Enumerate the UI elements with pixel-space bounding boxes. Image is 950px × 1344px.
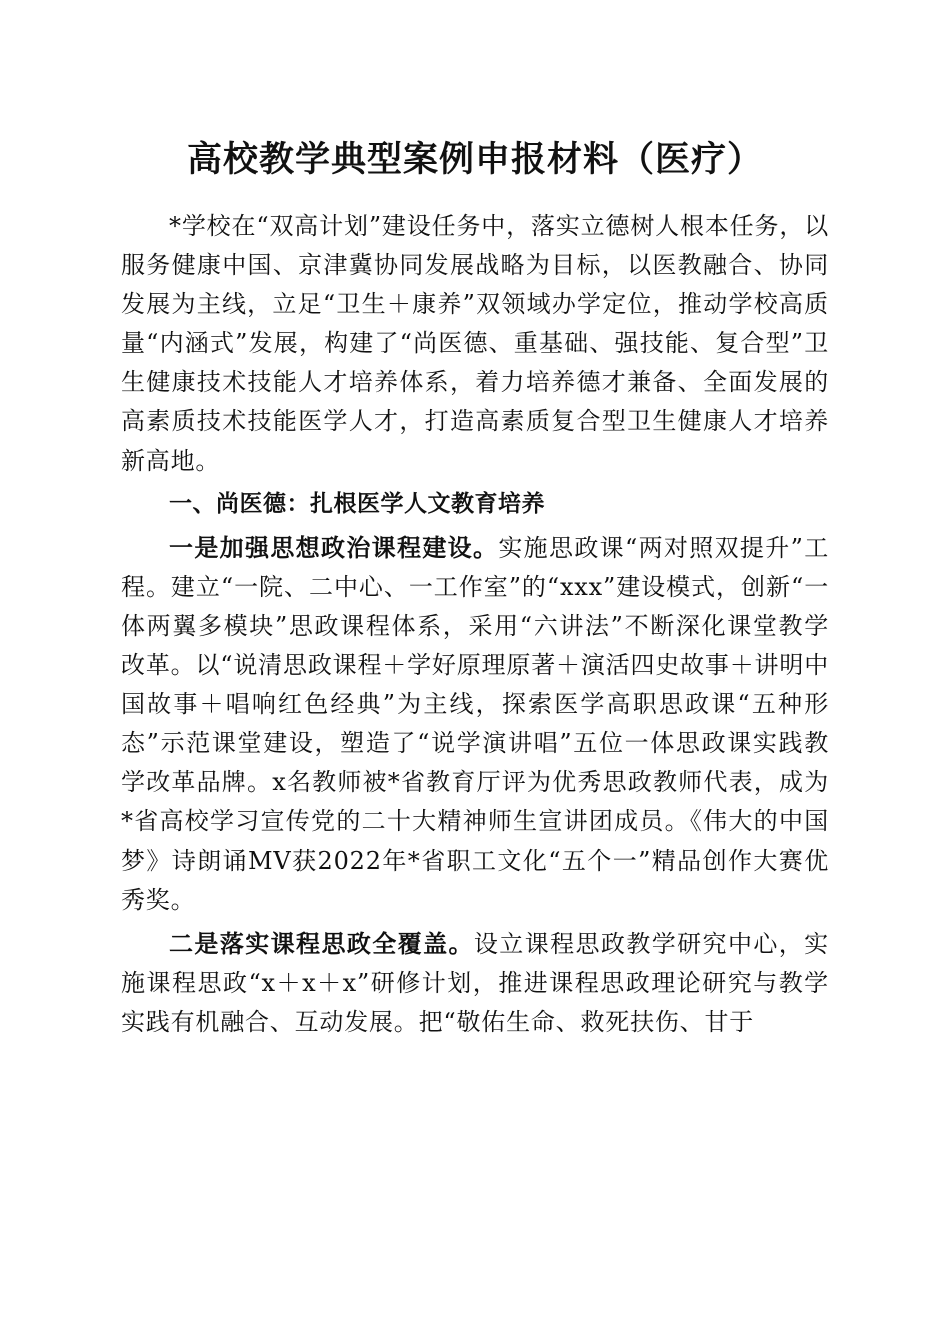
document-title: 高校教学典型案例申报材料（医疗） [186,139,763,180]
section-heading: 一、尚医德：扎根医学人文教育培养 [169,490,545,517]
intro-paragraph: *学校在“双高计划”建设任务中，落实立德树人根本任务，以服务健康中国、京津冀协同发展战略为目标，以医教融合、协同发展为主线，立足“卫生＋康养”双领域办学定位，推动学校高质量“内涵式”发展，构建了“尚医德、重基础、强技能、复合型”卫生健康技术技能人才培养体系，着力培养德才兼备、全面发展的高素质技术技能医学人才，打造高素质复合型卫生健康人才培养新高地。 [121,212,829,475]
paragraph-text: 实施思政课“两对照双提升”工程。建立“一院、二中心、一工作室”的“xxx”建设模式，创新“一体两翼多模块”思政课程体系，采用“六讲法”不断深化课堂教学改革。以“说清思政课程＋学好原理原著＋演活四史故事＋讲明中国故事＋唱响红色经典”为主线，探索医学高职思政课“五种形态”示范课堂建设，塑造了“说学演讲唱”五位一体思政课实践教学改革品牌。x名教师被*省教育厅评为优秀思政教师代表，成为*省高校学习宣传党的二十大精神师生宣讲团成员。《伟大的中国梦》诗朗诵MV获2022年*省职工文化“五个一”精品创作大赛优秀奖。 [121,533,829,914]
paragraph-text: 设立课程思政教学研究中心，实施课程思政“x＋x＋x”研修计划，推进课程思政理论研究与教学实践有机融合、互动发展。把“敬佑生命、救死扶伤、甘于 [121,929,829,1036]
document-body [121,207,829,1042]
paragraph-lead: 二是落实课程思政全覆盖。 [169,928,474,958]
paragraph-lead: 一是加强思想政治课程建设。 [169,532,499,562]
section-paragraph [121,924,829,1042]
section-paragraph [121,528,829,920]
